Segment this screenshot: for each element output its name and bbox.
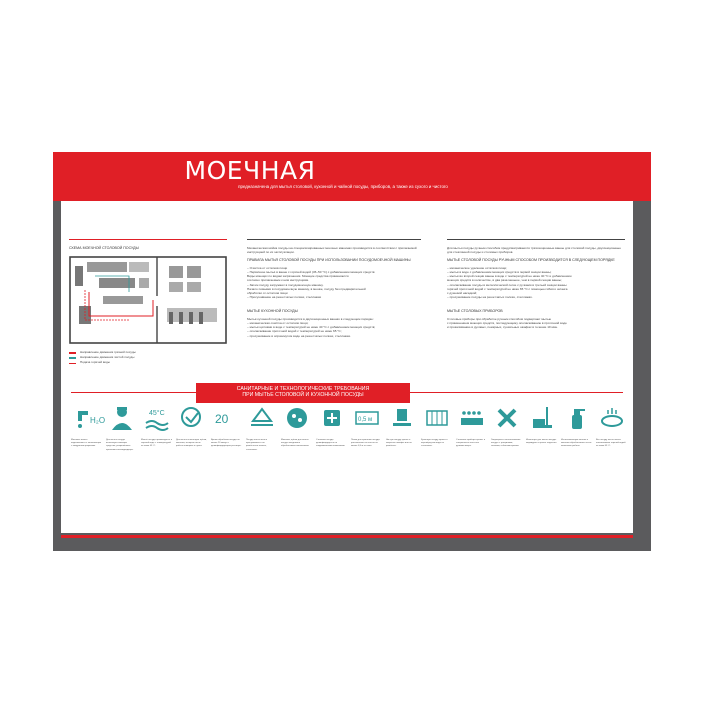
scheme-column	[69, 239, 227, 365]
info-board	[53, 152, 651, 551]
svg-text:0,5 м: 0,5 м	[357, 417, 372, 423]
requirement-item: Для мытья используют щётки, мочалки, которые после работы очищают и сушат.	[176, 405, 207, 452]
requirement-item: Столовая посуда дезинфицируется по эпидемическим показаниям.	[316, 405, 347, 452]
requirement-item: Инвентарь для мытья посуды маркируют и хранят отдельно.	[526, 405, 557, 452]
machine-steps: – Очистка от остатков пищи – Первичное мытьё в ванне с горячей водой (45–50 °С) с добавлением моющих средств Виды моющих по видам загрязнения. Моющие средства применяются согласно прилагаемым к ним инструкциям. – Затем посуду загружают в посудомоечную машину. Начало помывки в посудомоечную машину, в мешке, посуду без предварительной обработки от остатков пищи – Просушивание на решетчатых полках, стеллажах	[247, 265, 375, 300]
prohibited-icon	[494, 405, 520, 431]
column-rule	[69, 239, 227, 240]
requirement-item: Столовые приборы хранят в специальных кассетах ручками вверх.	[456, 405, 487, 452]
rack-icon	[424, 405, 450, 431]
cutlery-heading: МЫТЬЕ СТОЛОВЫХ ПРИБОРОВ	[447, 309, 503, 314]
scheme-heading: СХЕМА МОЕЧНОЙ СТОЛОВОЙ ПОСУДЫ	[69, 246, 139, 250]
requirements-icons	[71, 405, 627, 452]
cabinet-icon	[389, 405, 415, 431]
requirement-item: Посуда после мытья просушивается на решётчатых полках, стеллажах.	[246, 405, 277, 452]
sponge-icon	[284, 405, 310, 431]
spray-bottle-icon	[564, 405, 590, 431]
requirement-item: Все посуду после мытья ополаскивают горячей водой не ниже 65 °С.	[596, 405, 627, 452]
manual-intro: Для мытья посуды ручным способом предусматриваются трёхсекционные ванны для столовой посуды, двухсекционные для стеклянной посуды и столовых приборов.	[447, 246, 621, 255]
manual-column	[447, 239, 625, 329]
legend-item: Направление движения грязной посуды	[69, 350, 227, 355]
manual-steps: – механическое удаление остатков пищи; – мытьё в воде с добавлением моющих средств в первой секции ванны; – мытьё во второй секции ванны в воде с температурой не ниже 40 °С и добавлением моющих средств в количестве, в два раза меньше, чем в первой секции ванны; – ополаскивание посуды в металлической сетке с ручками в третьей секции ванны горячей проточной водой с температурой не ниже 65 °С с помощью гибкого шланга с душевой насадкой; – просушивание посуды на решетчатых полках, стеллажах.	[447, 265, 572, 300]
requirement-item: 45°C Мытьё посуды производится в горячей воде с температурой не ниже 45 °С.	[141, 405, 172, 452]
page-title: МОЕЧНАЯ	[184, 156, 316, 185]
page-subtitle: предназначена для мытья столовой, кухонной и чайной посуды, приборов, а также из сухого и чистого	[238, 184, 448, 189]
kitchen-heading: МЫТЬЕ КУХОННОЙ ПОСУДЫ	[247, 309, 298, 314]
requirements-banner: САНИТАРНЫЕ И ТЕХНОЛОГИЧЕСКИЕ ТРЕБОВАНИЯ ПРИ МЫТЬЕ СТОЛОВОЙ И КУХОННОЙ ПОСУДЫ	[196, 383, 410, 403]
shelf-icon	[249, 405, 275, 431]
column-rule	[447, 239, 625, 240]
scheme-legend	[69, 350, 227, 365]
header-bar	[53, 152, 651, 201]
floor-plan-icon	[69, 256, 227, 344]
disinfection-icon	[319, 405, 345, 431]
cutlery-icon	[459, 405, 485, 431]
machine-column	[247, 239, 421, 338]
brush-icon	[179, 405, 205, 431]
requirement-item: Для мытья посуды используют моющие средства, разрешённые органами санэпиднадзора.	[106, 405, 137, 452]
height-icon	[354, 405, 380, 431]
requirement-item: Мочалки, щётки для мытья посуды ежедневно обрабатывают кипячением.	[281, 405, 312, 452]
bottom-accent-bar	[61, 535, 633, 538]
faucet-icon	[74, 405, 105, 431]
content-panel	[61, 201, 633, 533]
requirement-item: Использованную ветошь и мочалки обрабатывают после окончания работы.	[561, 405, 592, 452]
requirement-item: 0,5 м Полки для хранения посуды располагают на высоте не менее 0,5 м от пола.	[351, 405, 382, 452]
mop-bucket-icon	[529, 405, 555, 431]
worker-icon	[109, 405, 135, 431]
legend-item: Направление движения чистой посуды	[69, 355, 227, 360]
requirement-item: H₂O Моечные ванны подключаются к канализации с воздушным разрывом.	[71, 405, 102, 452]
rinse-icon	[599, 405, 625, 431]
kitchen-steps: Мытьё кухонной посуды производится в двухсекционных ваннах в следующем порядке: – механическая очистка от остатков пищи; – мытьё щётками в воде с температурой не ниже 40 °С с добавлением моющих средств; – ополаскивание проточной водой с температурой не ниже 65 °С; – просушивание в опрокинутом виде на решетчатых полках, стеллажах.	[247, 316, 376, 338]
machine-intro: Механическая мойка посуды на специализированных моечных машинах производится в соответствии с прилагаемой инструкцией по их эксплуатации.	[247, 246, 417, 255]
hot-water-icon	[144, 405, 170, 431]
svg-text:20: 20	[214, 412, 228, 426]
cutlery-steps: Столовые приборы при обработке ручным способом подвергают мытью с применением моющих средств, последующему ополаскиванию в проточной воде и прокаливанию в духовых, пекарных, сушильных шкафах в течение 10 мин.	[447, 316, 567, 330]
legend-item: Подача горячей воды	[80, 360, 110, 365]
requirement-item: Чистую посуду хранят в закрытых шкафах или на решётках.	[386, 405, 417, 452]
svg-text:H₂O: H₂O	[89, 416, 105, 425]
requirement-item: Запрещается использование посуды с трещинами, сколами, отбитыми краями.	[491, 405, 522, 452]
requirement-item: Кухонную посуду хранят в перевёрнутом виде на стеллажах.	[421, 405, 452, 452]
floor-plan-diagram	[69, 256, 227, 344]
timer-icon	[214, 405, 240, 431]
banner-rule-left	[71, 392, 196, 393]
column-rule	[247, 239, 421, 240]
svg-text:45°C: 45°C	[148, 410, 165, 417]
manual-heading: МЫТЬЕ СТОЛОВОЙ ПОСУДЫ РУЧНЫМ СПОСОБОМ ПРОИЗВОДИТСЯ В СЛЕДУЮЩЕМ ПОРЯДКЕ	[447, 258, 615, 263]
requirement-item: 20 Время обработки посуды не менее 20 минут в дезинфицирующем растворе.	[211, 405, 242, 452]
machine-heading: ПРАВИЛА МЫТЬЯ СТОЛОВОЙ ПОСУДЫ ПРИ ИСПОЛЬЗОВАНИИ ПОСУДОМОЕЧНОЙ МАШИНЫ	[247, 258, 411, 263]
banner-rule-right	[410, 392, 623, 393]
